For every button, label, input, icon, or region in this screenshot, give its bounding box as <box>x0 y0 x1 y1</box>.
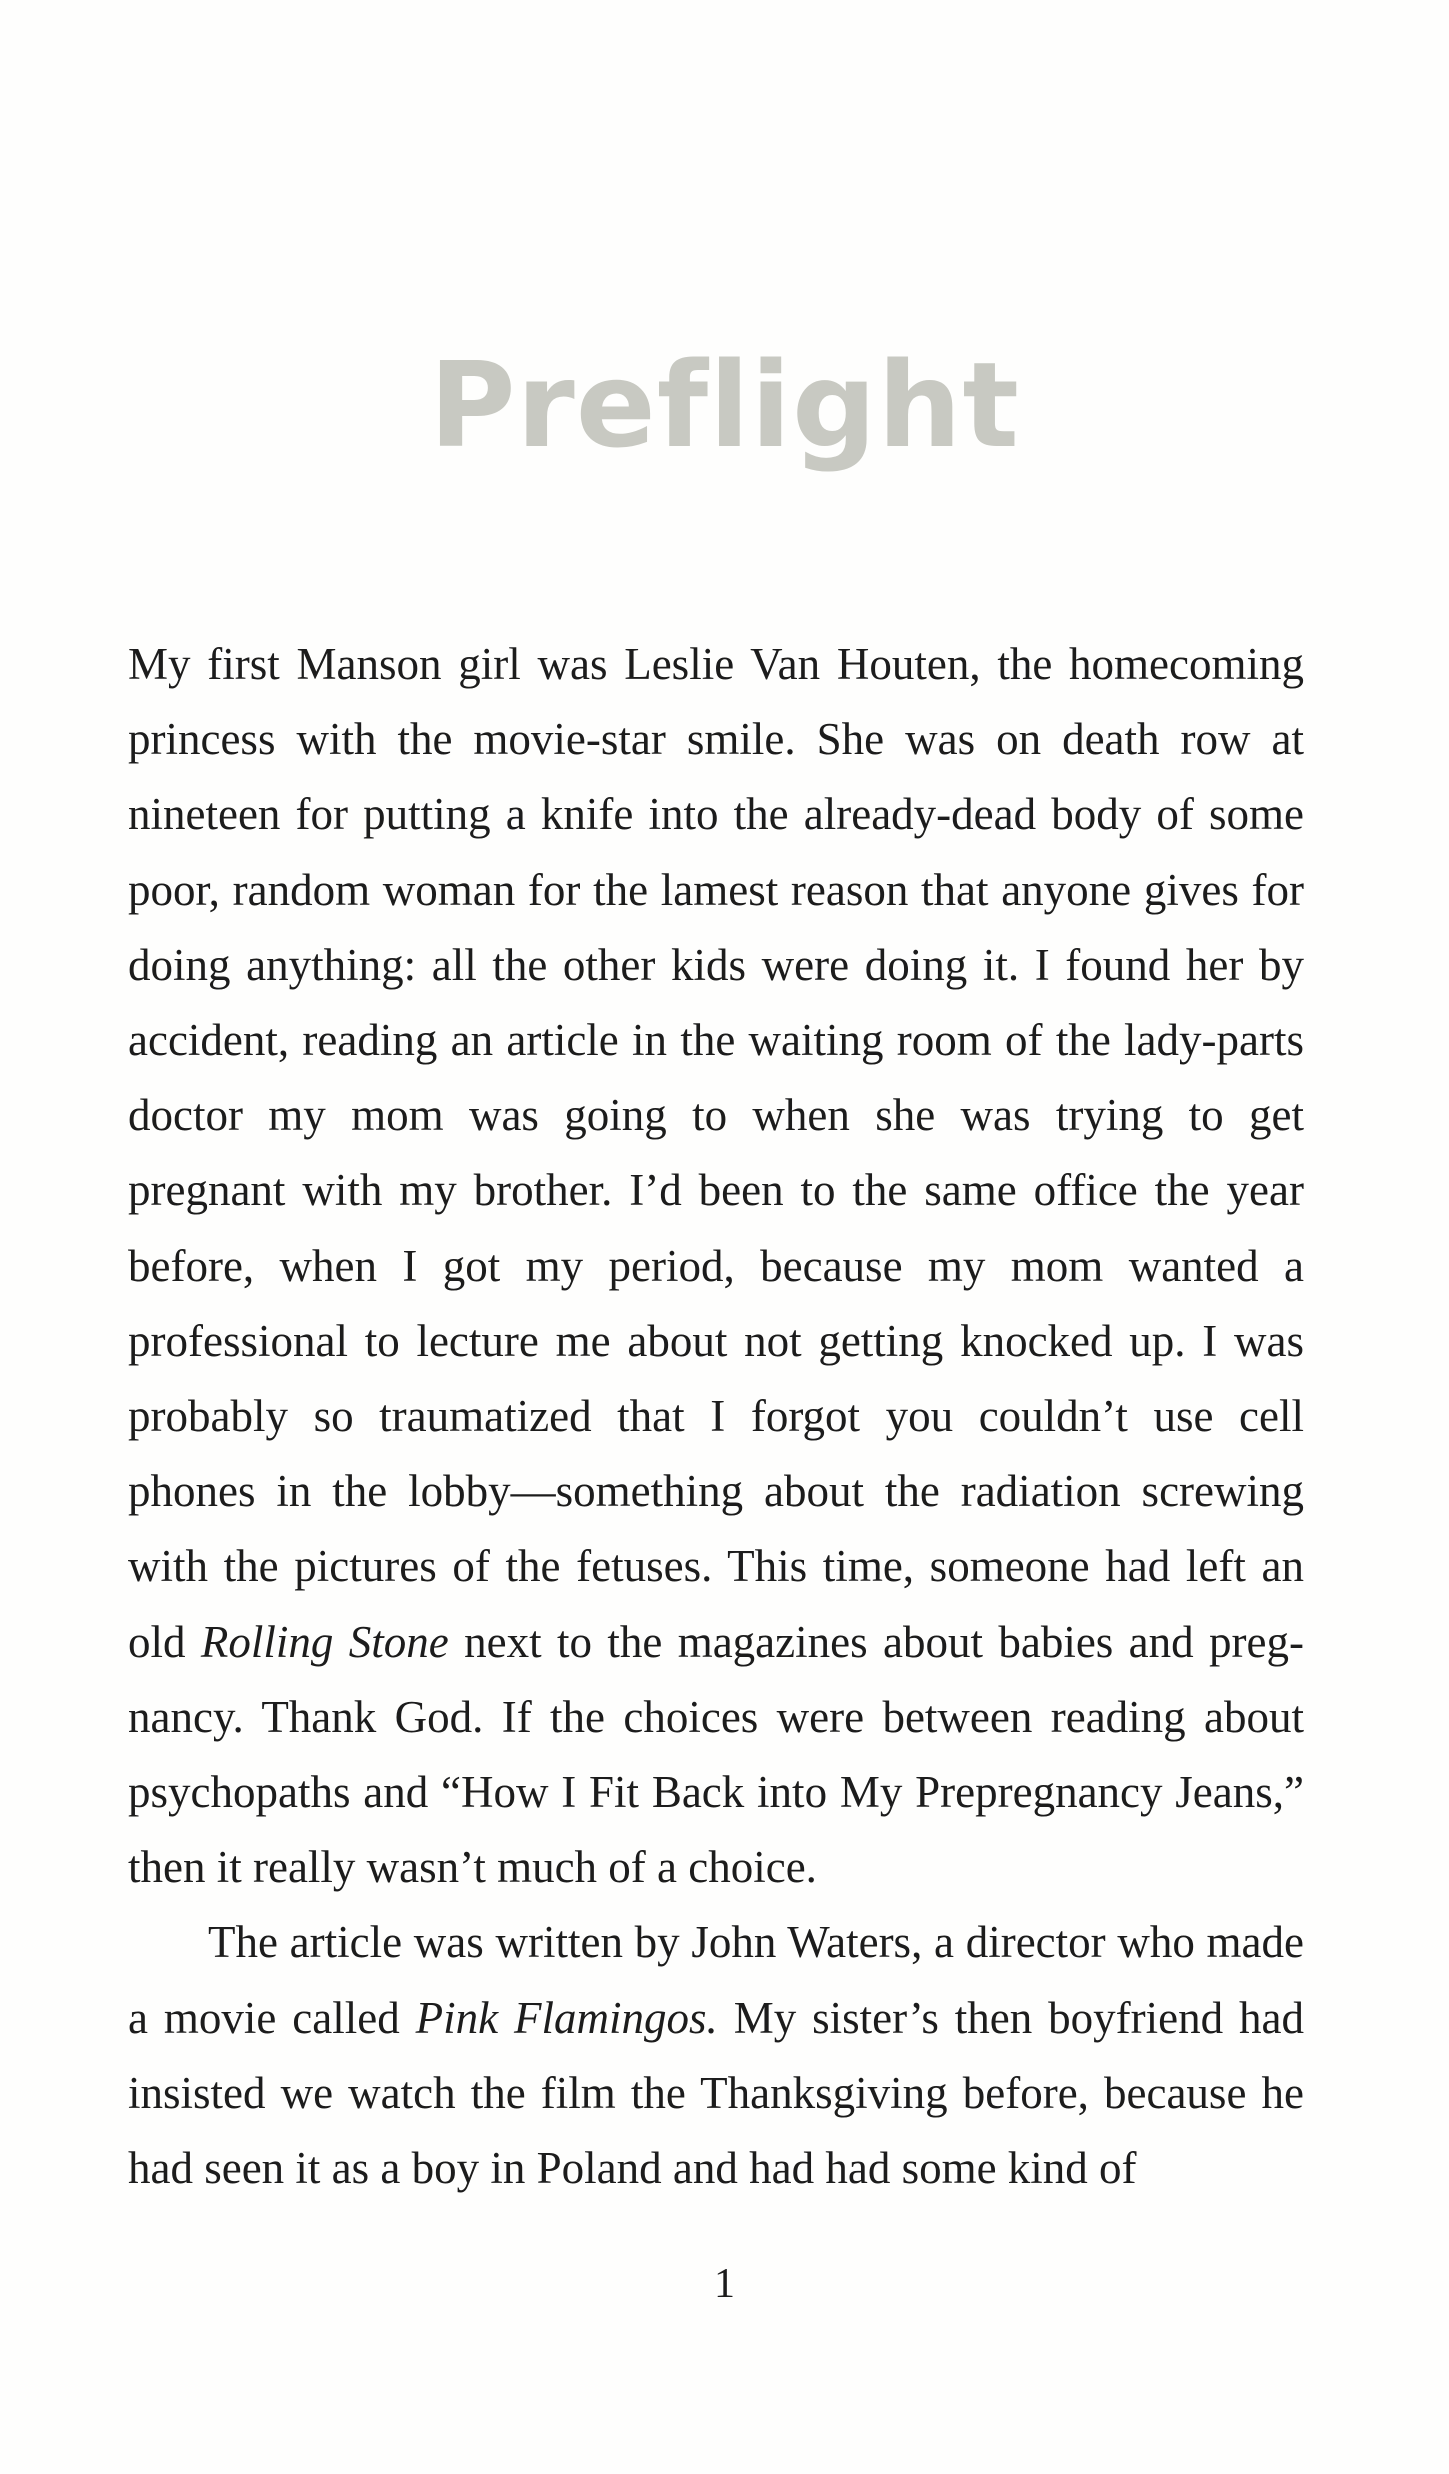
film-title-pink-flamingos: Pink Flamingos. <box>415 1992 718 2043</box>
page-number: 1 <box>714 2261 735 2307</box>
paragraph-2 <box>128 1905 1304 2206</box>
paragraph-1-text-2: next to the magazines about babies and pregnancy. Thank God. If the choices were between reading about psychopaths and “How I Fit Back into My Prepregnancy Jeans,” then it really wasn’t much of a choice. <box>128 1616 1304 1893</box>
body-text <box>128 627 1304 2206</box>
paragraph-2-text-2: My sister’s then boyfriend had insisted we watch the film the Thanksgiving before, because he had seen it as a boy in Poland and had had some kind of <box>128 1992 1304 2194</box>
chapter-title: Preflight <box>429 336 1020 474</box>
paragraph-2-text-1: The article was written by John Waters, a director who made a movie called <box>128 1917 1304 2043</box>
paragraph-1-text-1: My first Manson girl was Leslie Van Houten, the homecoming princess with the movie-star smile. She was on death row at nineteen for putting a knife into the already-dead body of some poor, random woman for the lamest reason that anyone gives for doing anything: all the other kids were doing it. I found her by accident, reading an article in the waiting room of the lady-parts doctor my mom was going to when she was trying to get pregnant with my brother. I’d been to the same office the year before, when I got my period, because my mom wanted a professional to lecture me about not getting knocked up. I was probably so traumatized that I forgot you couldn’t use cell phones in the lobby—something about the radiation screwing with the pictures of the fetuses. This time, someone had left an old <box>128 639 1304 1667</box>
paragraph-1 <box>128 627 1304 1905</box>
magazine-title-rolling-stone: Rolling Stone <box>200 1616 449 1667</box>
